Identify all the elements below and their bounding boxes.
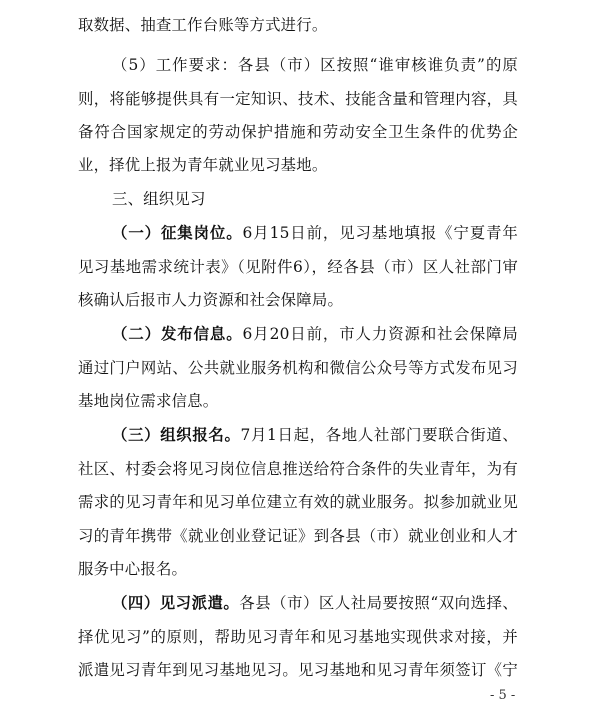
text-line: 基地岗位需求信息。 <box>78 392 219 410</box>
text-line: 备符合国家规定的劳动保护措施和劳动安全卫生条件的优势企 <box>78 123 518 141</box>
item-title: （四）见习派遣。 <box>112 594 240 612</box>
text-line: 习的青年携带《就业创业登记证》到各县（市）就业创业和人才 <box>78 527 518 545</box>
text-line: 社区、村委会将见习岗位信息推送给符合条件的失业青年，为有 <box>78 460 518 478</box>
item-title: （二）发布信息。 <box>112 325 243 343</box>
text-line: 通过门户网站、公共就业服务机构和微信公众号等方式发布见习 <box>78 359 518 377</box>
text-line: （5）工作要求：各县（市）区按照“谁审核谁负责”的原 <box>112 56 518 74</box>
text-line: （四）见习派遣。各县（市）区人社局要按照“双向选择、 <box>112 594 518 612</box>
text-line: 取数据、抽查工作台账等方式进行。 <box>78 16 328 34</box>
text-line: 业，择优上报为青年就业见习基地。 <box>78 156 328 174</box>
text-line: 服务中心报名。 <box>78 560 188 578</box>
text-line: 则，将能够提供具有一定知识、技术、技能含量和管理内容，具 <box>78 90 518 108</box>
text-line: 核确认后报市人力资源和社会保障局。 <box>78 291 344 309</box>
text-line: 需求的见习青年和见习单位建立有效的就业服务。拟参加就业见 <box>78 493 518 511</box>
text-line: 见习基地需求统计表》（见附件6），经各县（市）区人社部门审 <box>78 258 518 276</box>
item-title: （一）征集岗位。 <box>112 224 243 242</box>
text-line: （一）征集岗位。6月15日前，见习基地填报《宁夏青年 <box>112 224 518 242</box>
section-heading: 三、组织见习 <box>112 190 206 208</box>
item-title: （三）组织报名。 <box>112 426 241 444</box>
text-line: （二）发布信息。6月20日前，市人力资源和社会保障局 <box>112 325 518 343</box>
text-line: （三）组织报名。7月1日起，各地人社部门要联合街道、 <box>112 426 518 444</box>
page-number: - 5 - <box>490 688 516 703</box>
text-line: 派遣见习青年到见习基地见习。见习基地和见习青年须签订《宁 <box>78 661 518 679</box>
text-line: 择优见习”的原则，帮助见习青年和见习基地实现供求对接，并 <box>78 628 518 646</box>
